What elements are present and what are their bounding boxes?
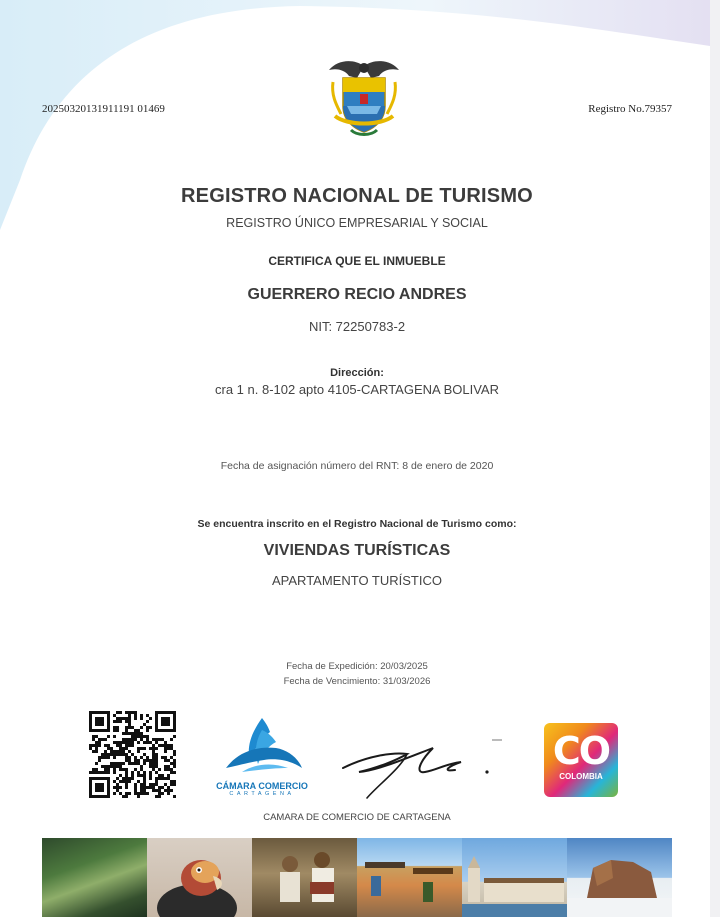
address-label: Dirección: (330, 367, 384, 379)
colombia-brand-logo (544, 723, 618, 797)
photo-forest (42, 838, 147, 917)
address-value: cra 1 n. 8-102 apto 4105-CARTAGENA BOLIVAR (215, 382, 499, 397)
chamber-logo-name: CÁMARA COMERCIO (216, 781, 308, 791)
qr-code (89, 711, 176, 798)
certificate-title: REGISTRO NACIONAL DE TURISMO (181, 185, 533, 207)
coat-of-arms-icon (327, 56, 401, 138)
photo-rock-landscape (567, 838, 672, 917)
building-icon (462, 838, 567, 917)
registered-as-label: Se encuentra inscrito en el Registro Nacional de Turismo como: (197, 518, 517, 530)
signature (337, 728, 507, 800)
issue-date: Fecha de Expedición: 20/03/2025 (286, 661, 428, 672)
issuer-name: CAMARA DE COMERCIO DE CARTAGENA (263, 812, 451, 823)
tourism-photo-strip (42, 838, 672, 917)
expiry-date: Fecha de Vencimiento: 31/03/2026 (283, 676, 431, 687)
chamber-of-commerce-logo (212, 716, 312, 797)
rock-formation-icon (567, 838, 672, 917)
owner-name: GUERRERO RECIO ANDRES (247, 286, 467, 303)
colombia-brand-mark: CO (552, 729, 610, 773)
musicians-icon (252, 838, 357, 917)
photo-condor-bird (147, 838, 252, 917)
photo-musicians (252, 838, 357, 917)
assignment-date: Fecha de asignación número del RNT: 8 de enero de 2020 (220, 460, 494, 472)
registration-subcategory: APARTAMENTO TURÍSTICO (272, 573, 442, 588)
chamber-logo-city: CARTAGENA (229, 791, 295, 797)
nit-number: NIT: 72250783-2 (308, 319, 406, 334)
registration-category: VIVIENDAS TURÍSTICAS (263, 542, 451, 559)
photo-colonial-street (357, 838, 462, 917)
registry-number: Registro No.79357 (588, 103, 672, 115)
certifies-label: CERTIFICA QUE EL INMUEBLE (268, 254, 446, 268)
document-code: 20250320131911191 01469 (42, 103, 165, 115)
chamber-logo-icon (212, 716, 312, 774)
condor-icon (147, 838, 252, 917)
certificate-subtitle: REGISTRO ÚNICO EMPRESARIAL Y SOCIAL (226, 216, 488, 230)
balconies-icon (357, 838, 462, 917)
colombia-brand-name: COLOMBIA (559, 772, 603, 781)
photo-historic-building (462, 838, 567, 917)
